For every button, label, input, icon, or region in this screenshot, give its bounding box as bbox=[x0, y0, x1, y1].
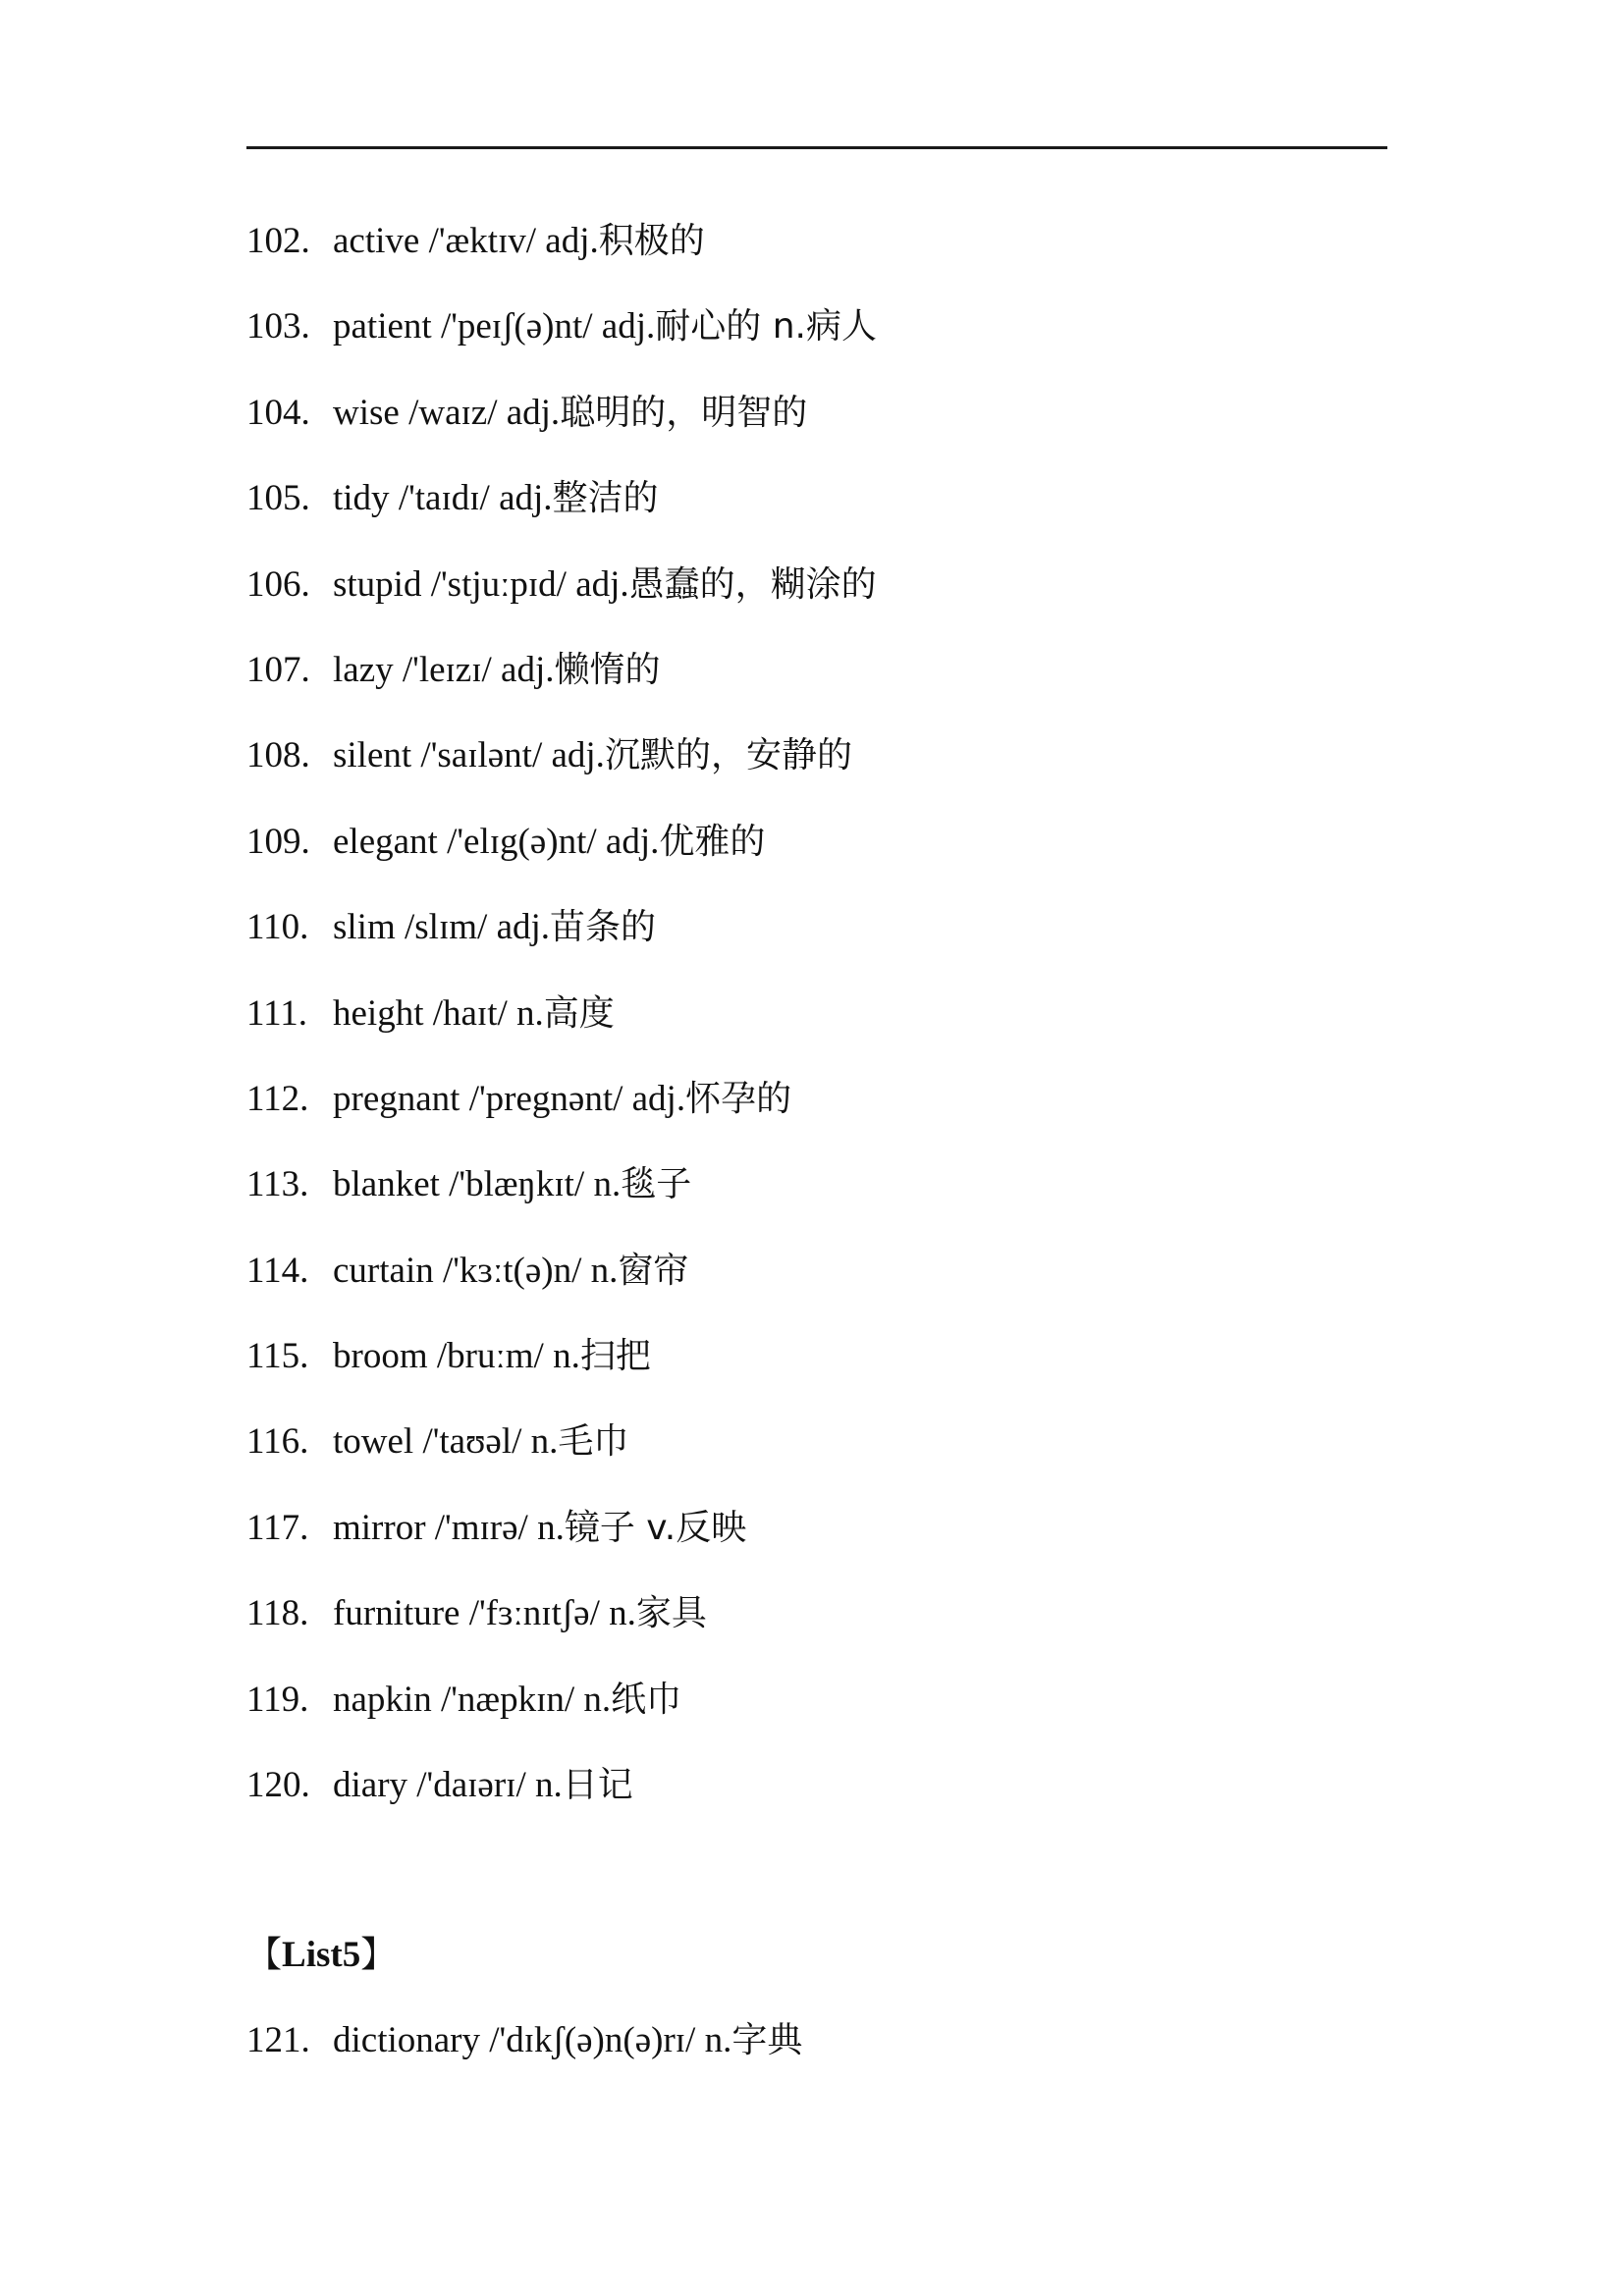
entry-number: 107. bbox=[246, 649, 310, 690]
entry-number: 113. bbox=[246, 1164, 309, 1205]
vocab-entry bbox=[246, 900, 1387, 986]
entry-part-of-speech: adj. bbox=[575, 563, 629, 605]
entry-meaning: 愚蠢的，糊涂的 bbox=[628, 563, 877, 605]
entry-word: broom bbox=[333, 1336, 428, 1377]
entry-word: height bbox=[333, 992, 424, 1034]
entry-part-of-speech: n. bbox=[583, 1679, 612, 1720]
entry-phonetic: /haɪt/ bbox=[432, 992, 508, 1034]
entry-phonetic: /'leɪzɪ/ bbox=[402, 649, 492, 690]
vocab-entry bbox=[246, 1244, 1387, 1329]
entry-word: mirror bbox=[333, 1507, 426, 1548]
entry-meaning: 苗条的 bbox=[550, 907, 657, 948]
entry-word: towel bbox=[333, 1421, 414, 1463]
entry-phonetic: /'peɪʃ(ə)nt/ bbox=[440, 306, 593, 347]
entry-phonetic: /'pregnənt/ bbox=[468, 1078, 623, 1119]
entry-meaning: 字典 bbox=[731, 2020, 803, 2060]
entry-word: tidy bbox=[333, 478, 390, 519]
vocab-entry bbox=[246, 1673, 1387, 1758]
entry-phonetic: /'dɪkʃ(ə)n(ə)rɪ/ bbox=[489, 2020, 696, 2060]
entry-word: napkin bbox=[333, 1679, 432, 1720]
entry-part-of-speech: n. bbox=[537, 1507, 565, 1548]
header-rule bbox=[246, 146, 1387, 149]
entry-phonetic: /'elɪg(ə)nt/ bbox=[447, 821, 597, 862]
entry-meaning: 聪明的，明智的 bbox=[560, 392, 808, 433]
entry-part-of-speech: n. bbox=[609, 1593, 636, 1634]
entry-word: dictionary bbox=[333, 2020, 481, 2060]
vocab-entry bbox=[246, 1329, 1387, 1415]
entry-meaning: 优雅的 bbox=[659, 821, 766, 862]
entry-number: 103. bbox=[246, 306, 310, 347]
entry-number: 112. bbox=[246, 1078, 309, 1119]
entry-number: 104. bbox=[246, 392, 310, 433]
entry-phonetic: /'æktɪv/ bbox=[428, 221, 537, 261]
vocab-entry bbox=[246, 987, 1387, 1072]
entry-word: slim bbox=[333, 907, 396, 948]
vocab-entry bbox=[246, 214, 1387, 299]
vocab-entry bbox=[246, 558, 1387, 643]
entry-phonetic: /'fɜːnɪtʃə/ bbox=[468, 1593, 600, 1634]
vocab-entry bbox=[246, 471, 1387, 557]
section-label: List5 bbox=[282, 1935, 361, 1975]
vocab-entry bbox=[246, 728, 1387, 814]
entry-number: 121. bbox=[246, 2020, 310, 2060]
entry-word: silent bbox=[333, 735, 412, 776]
entry-meaning: 家具 bbox=[635, 1593, 707, 1634]
entry-part-of-speech: adj. bbox=[605, 821, 660, 862]
entry-number: 115. bbox=[246, 1336, 309, 1377]
entry-part-of-speech: n. bbox=[516, 992, 544, 1034]
entry-meaning: 毯子 bbox=[621, 1164, 692, 1205]
entry-word: blanket bbox=[333, 1164, 440, 1205]
entry-word: patient bbox=[333, 306, 432, 347]
entry-phonetic: /'blæŋkɪt/ bbox=[449, 1164, 585, 1205]
entry-part-of-speech: adj. bbox=[631, 1078, 686, 1119]
entry-part-of-speech: adj. bbox=[551, 735, 605, 776]
entry-phonetic: /'næpkɪn/ bbox=[440, 1679, 575, 1720]
entry-part-of-speech: n. bbox=[704, 2020, 732, 2060]
entry-meaning: 扫把 bbox=[579, 1336, 651, 1377]
entry-word: wise bbox=[333, 392, 400, 433]
entry-part-of-speech: adj. bbox=[506, 392, 561, 433]
vocab-entry bbox=[246, 1501, 1387, 1586]
entry-part-of-speech: adj. bbox=[496, 907, 551, 948]
vocab-entry bbox=[246, 1157, 1387, 1243]
vocab-entry bbox=[246, 386, 1387, 471]
entry-word: diary bbox=[333, 1765, 408, 1806]
entry-part-of-speech: adj. bbox=[601, 306, 656, 347]
entry-meaning: 积极的 bbox=[598, 221, 705, 261]
entry-number: 111. bbox=[246, 992, 308, 1034]
entry-number: 106. bbox=[246, 563, 310, 605]
vocab-entry bbox=[246, 643, 1387, 728]
vocab-entry bbox=[246, 2013, 1387, 2099]
entry-word: furniture bbox=[333, 1593, 460, 1634]
entry-part-of-speech: adj. bbox=[499, 478, 553, 519]
entry-meaning: 懒惰的 bbox=[554, 649, 661, 690]
entry-meaning: 沉默的，安静的 bbox=[604, 735, 852, 776]
vocab-entry bbox=[246, 1758, 1387, 1843]
vocab-entry bbox=[246, 815, 1387, 900]
entry-meaning: 纸巾 bbox=[611, 1679, 682, 1720]
entry-phonetic: /waɪz/ bbox=[408, 392, 498, 433]
entry-word: stupid bbox=[333, 563, 422, 605]
section-bracket-open: 【 bbox=[246, 1935, 283, 1975]
entry-number: 118. bbox=[246, 1593, 309, 1634]
entry-part-of-speech: n. bbox=[553, 1336, 580, 1377]
entry-part-of-speech: adj. bbox=[545, 221, 599, 261]
vocab-entry bbox=[246, 1586, 1387, 1672]
entry-meaning: 怀孕的 bbox=[685, 1078, 792, 1119]
entry-number: 109. bbox=[246, 821, 310, 862]
entry-phonetic: /'kɜːt(ə)n/ bbox=[442, 1250, 582, 1291]
entry-number: 110. bbox=[246, 907, 309, 948]
entry-number: 108. bbox=[246, 735, 310, 776]
entry-phonetic: /'stjuːpɪd/ bbox=[430, 563, 567, 605]
entry-meaning: 镜子 v.反映 bbox=[564, 1507, 747, 1548]
section-heading-list5 bbox=[246, 1928, 396, 1983]
entry-number: 120. bbox=[246, 1765, 310, 1806]
entry-number: 117. bbox=[246, 1507, 309, 1548]
entry-meaning: 毛巾 bbox=[558, 1421, 629, 1463]
entry-phonetic: /slɪm/ bbox=[405, 907, 488, 948]
entry-meaning: 窗帘 bbox=[618, 1250, 689, 1291]
entry-phonetic: /'taʊəl/ bbox=[422, 1421, 522, 1463]
entry-part-of-speech: n. bbox=[534, 1765, 563, 1806]
entry-phonetic: /bruːm/ bbox=[436, 1336, 544, 1377]
vocab-entry bbox=[246, 1415, 1387, 1500]
vocab-entry bbox=[246, 1072, 1387, 1157]
entry-phonetic: /'daɪərɪ/ bbox=[416, 1765, 526, 1806]
vocabulary-list bbox=[246, 214, 1387, 1843]
entry-part-of-speech: adj. bbox=[501, 649, 555, 690]
entry-number: 114. bbox=[246, 1250, 309, 1291]
entry-word: active bbox=[333, 221, 420, 261]
entry-number: 116. bbox=[246, 1421, 309, 1463]
entry-word: curtain bbox=[333, 1250, 434, 1291]
entry-number: 119. bbox=[246, 1679, 309, 1720]
vocabulary-list-list5 bbox=[246, 2013, 1387, 2099]
entry-word: lazy bbox=[333, 649, 394, 690]
entry-word: pregnant bbox=[333, 1078, 460, 1119]
entry-part-of-speech: n. bbox=[590, 1250, 619, 1291]
entry-word: elegant bbox=[333, 821, 438, 862]
section-bracket-close: 】 bbox=[360, 1935, 397, 1975]
entry-phonetic: /'mɪrə/ bbox=[434, 1507, 528, 1548]
entry-meaning: 耐心的 n.病人 bbox=[655, 306, 877, 347]
entry-meaning: 整洁的 bbox=[552, 478, 659, 519]
vocab-entry bbox=[246, 299, 1387, 385]
entry-part-of-speech: n. bbox=[593, 1164, 622, 1205]
entry-meaning: 高度 bbox=[543, 992, 615, 1034]
entry-phonetic: /'saɪlənt/ bbox=[420, 735, 543, 776]
entry-number: 105. bbox=[246, 478, 310, 519]
entry-meaning: 日记 bbox=[562, 1765, 633, 1806]
entry-phonetic: /'taɪdɪ/ bbox=[398, 478, 490, 519]
entry-part-of-speech: n. bbox=[530, 1421, 559, 1463]
entry-number: 102. bbox=[246, 221, 310, 261]
